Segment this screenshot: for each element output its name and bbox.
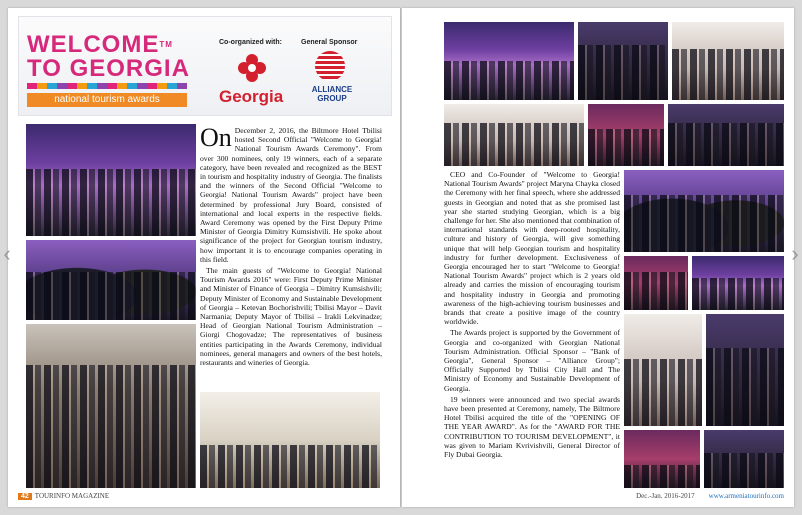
right-page bbox=[402, 8, 794, 507]
photo-couple bbox=[624, 256, 688, 310]
subtitle-bar: national tourism awards bbox=[27, 93, 187, 107]
photo-stage-lights bbox=[624, 430, 700, 488]
welcome-logo bbox=[27, 33, 190, 81]
photo-hosts bbox=[444, 104, 584, 166]
article-column-left bbox=[200, 123, 382, 388]
article-column-right bbox=[444, 170, 620, 488]
article-paragraph-3: CEO and Co-Founder of "Welcome to Georgia! National Tourism Awards" project Maryna Chayka closed the Ceremony with her final speech, where she addressed guests in Georgian and noted that as she promised last year she started studying Georgian, which is a big challenge for her. She also mentioned that combination of international standards with deep-rooted hospitality, culture and history of Georgia, will give something unique that will help Georgian tourism and hospitality industry for further development. Exclusiveness of Georgia encouraged her to start "Welcome to Georgia! National Tourism Awards" project which is 2 years old already and carries the mission of encouraging tourism and hospitality industry in Georgia and promoting awareness of the high-achieving tourism businesses and brands that create a positive image of the country worldwide. bbox=[444, 170, 620, 327]
magazine-name: TOURINFO MAGAZINE bbox=[34, 492, 110, 500]
photo-group-shot bbox=[668, 104, 784, 166]
photo-dinner-table bbox=[704, 430, 784, 488]
header-banner bbox=[18, 16, 392, 116]
article-paragraph-2: The main guests of "Welcome to Georgia! National Tourism Awards 2016" were: First Deputy Prime Minister and Minister of Finance of Georgia – Dimitry Kumsishvili; Deputy Minister of Economy and Sustainable Development of Georgia – Ketevan Bochorishvili; Tbilisi Mayor – Davit Narmania; Deputy Mayor of Tbilisi – Irakli Lekvinadze; Head of Georgian National Tourism Administration – Giorgi Chogovadze; The representatives of business entities participating in the Awards Ceremony, individual nominees, general managers and owners of the best hotels, restaurants and wineries of Georgia. bbox=[200, 266, 382, 368]
footer-right bbox=[636, 492, 784, 500]
trademark-mark: TM bbox=[159, 40, 173, 49]
general-sponsor-label: General Sponsor bbox=[301, 39, 358, 46]
dropcap: On bbox=[200, 123, 232, 152]
issue-date: Dec.-Jan. 2016-2017 bbox=[636, 492, 695, 500]
photo-bank-sponsor bbox=[588, 104, 664, 166]
photo-guests-seated bbox=[26, 240, 196, 320]
georgia-logo-text: Georgia bbox=[219, 87, 284, 106]
photo-award-stage bbox=[444, 22, 574, 100]
photo-audience-women bbox=[624, 170, 784, 252]
photo-stage-presenters bbox=[200, 392, 380, 488]
georgia-flower-logo-icon bbox=[235, 51, 269, 85]
photo-ceremony-hall bbox=[26, 124, 196, 236]
article-paragraph-1: On December 2, 2016, the Biltmore Hotel Tbilisi hosted Second Official "Welcome to Georgia! National Tourism Awards Ceremony". From over 300 nominees, only 19 winners, each of a separate category, have been revealed and recognized as the BEST in tourism and hospitality industry of Georgia. The finalists and the winners of the Second Official "Welcome to Georgia! National Tourism Awards" project have been determined by professional Jury Board, consisted of international and local experts in the respective fields. Award Ceremony was opened by the First Deputy Prime Minister of Georgia Dimitry Kumsishvili. He spoke about significance of the project for Georgian tourism industry, how important it is to encourage companies operating in this field. bbox=[200, 123, 382, 264]
left-page bbox=[8, 8, 400, 507]
website-url: www.armeniatourinfo.com bbox=[708, 492, 784, 500]
footer-left bbox=[18, 492, 109, 500]
page-number: 42 bbox=[18, 493, 32, 500]
photo-winner-award bbox=[692, 256, 784, 310]
alliance-group-logo-icon bbox=[315, 51, 345, 81]
photo-guests-standing bbox=[706, 314, 784, 426]
coorganized-label: Co-organized with: bbox=[219, 39, 282, 46]
photo-red-dress bbox=[624, 314, 702, 426]
colored-stripes bbox=[27, 83, 187, 89]
alliance-group-text: ALLIANCE GROUP bbox=[311, 85, 353, 103]
prev-page-arrow-icon[interactable]: ‹ bbox=[3, 241, 11, 266]
photo-award-winners bbox=[672, 22, 784, 100]
photo-reception-crowd bbox=[26, 324, 196, 488]
welcome-line1: WELCOME bbox=[27, 31, 160, 58]
magazine-spread bbox=[8, 8, 794, 507]
article-paragraph-4: The Awards project is supported by the Government of Georgia and co-organized with Georgian National Tourism Administration. Official Sponsor – "Bank of Georgia", General Sponsor – "Alliance Group"; Officially Supported by Tbilisi City Hall and The Ministry of Economy and Sustainable Development of Georgia. bbox=[444, 328, 620, 393]
photo-handshake bbox=[578, 22, 668, 100]
article-paragraph-5: 19 winners were announced and two special awards have been presented at Ceremony, namely, The Biltmore Hotel Tbilisi acquired the title of the "OPENING OF THE YEAR AWARD". As for the "AWARD FOR THE CONTRIBUTION TO TOURISM DEVELOPMENT", it was given to Mariam Kvrivishvili, General Director of Fly Dubai Georgia. bbox=[444, 394, 620, 460]
next-page-arrow-icon[interactable]: › bbox=[791, 241, 799, 266]
welcome-line2: TO GEORGIA bbox=[27, 55, 190, 82]
